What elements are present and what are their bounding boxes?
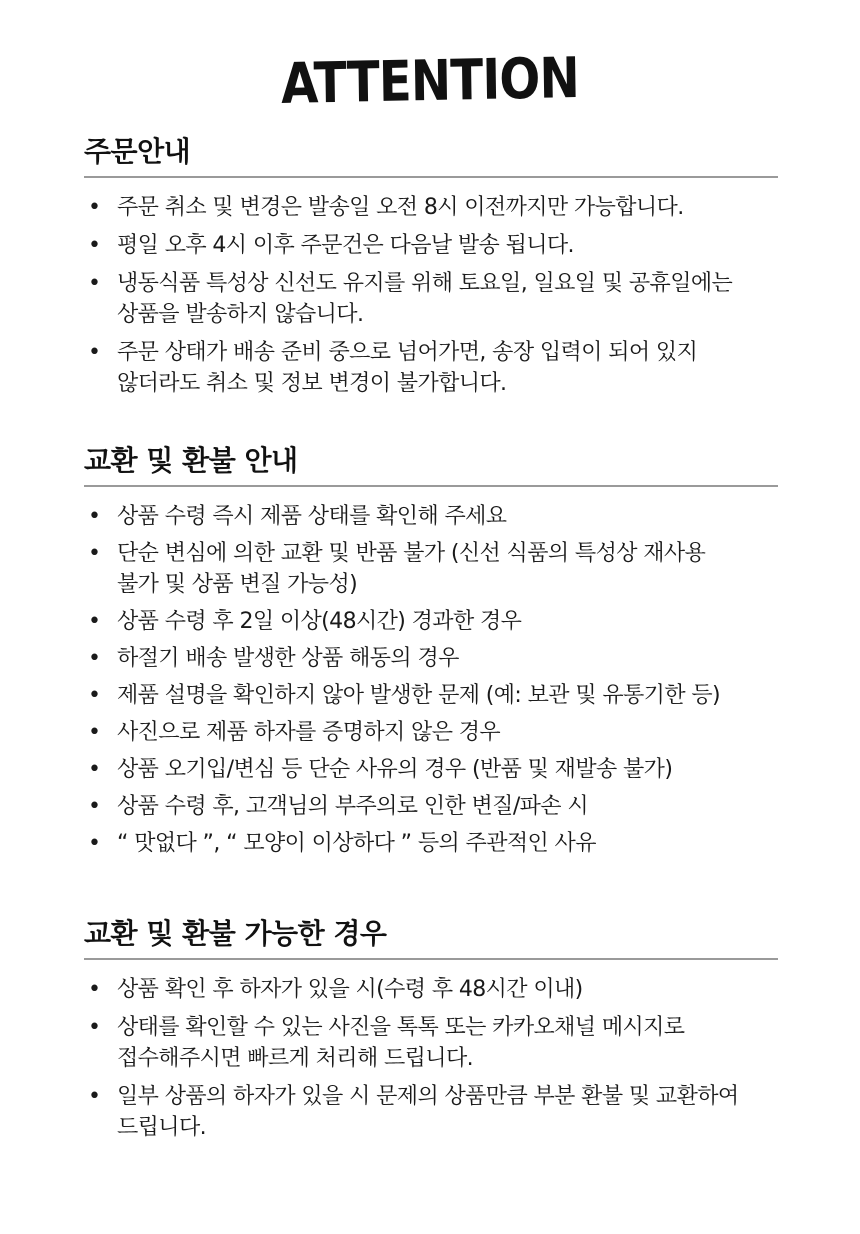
- section-title: 교환 및 환불 가능한 경우: [84, 916, 778, 960]
- item-text: 드립니다.: [117, 1115, 207, 1140]
- list-item: [84, 791, 778, 822]
- list-item: [84, 337, 778, 399]
- list-item: [84, 754, 778, 785]
- bullet-icon: •: [88, 794, 101, 819]
- item-text: 평일 오후 4시 이후 주문건은 다음날 발송 됩니다.: [117, 233, 574, 258]
- bullet-icon: •: [88, 831, 101, 856]
- list-item: [84, 643, 778, 674]
- item-text: 불가 및 상품 변질 가능성): [117, 572, 358, 597]
- bullet-icon: •: [88, 233, 101, 258]
- list-item: [84, 606, 778, 637]
- bullet-icon: •: [88, 504, 101, 529]
- bullet-icon: •: [88, 757, 101, 782]
- list-item: [84, 501, 778, 532]
- bullet-icon: •: [88, 1084, 101, 1109]
- item-text: 않더라도 취소 및 정보 변경이 불가합니다.: [117, 371, 507, 396]
- item-text: 일부 상품의 하자가 있을 시 문제의 상품만큼 부분 환불 및 교환하여: [117, 1084, 739, 1109]
- item-text: 상품 수령 즉시 제품 상태를 확인해 주세요: [117, 504, 507, 529]
- bullet-list: [84, 501, 778, 859]
- list-item: [84, 974, 778, 1005]
- item-text: “ 맛없다 ”, “ 모양이 이상하다 ” 등의 주관적인 사유: [117, 831, 596, 856]
- bullet-icon: •: [88, 271, 101, 296]
- item-text: 냉동식품 특성상 신선도 유지를 위해 토요일, 일요일 및 공휴일에는: [117, 271, 733, 296]
- section-title: 주문안내: [84, 134, 778, 178]
- list-item: [84, 717, 778, 748]
- exchange-refund-eligible-section: [84, 916, 778, 1150]
- item-text: 접수해주시면 빠르게 처리해 드립니다.: [117, 1046, 474, 1071]
- page-title: ATTENTION: [280, 45, 580, 118]
- item-text: 주문 취소 및 변경은 발송일 오전 8시 이전까지만 가능합니다.: [117, 195, 684, 220]
- item-text: 단순 변심에 의한 교환 및 반품 불가 (신선 식품의 특성상 재사용: [117, 541, 706, 566]
- bullet-icon: •: [88, 683, 101, 708]
- item-text: 하절기 배송 발생한 상품 해동의 경우: [117, 646, 459, 671]
- list-item: [84, 1081, 778, 1143]
- list-item: [84, 680, 778, 711]
- bullet-icon: •: [88, 340, 101, 365]
- bullet-icon: •: [88, 609, 101, 634]
- item-text: 상품을 발송하지 않습니다.: [117, 302, 364, 327]
- bullet-icon: •: [88, 195, 101, 220]
- exchange-refund-info-section: [84, 443, 778, 865]
- list-item: [84, 268, 778, 330]
- section-title: 교환 및 환불 안내: [84, 443, 778, 487]
- item-text: 제품 설명을 확인하지 않아 발생한 문제 (예: 보관 및 유통기한 등): [117, 683, 721, 708]
- bullet-list: [84, 192, 778, 399]
- list-item: [84, 1012, 778, 1074]
- item-text: 상품 확인 후 하자가 있을 시(수령 후 48시간 이내): [117, 977, 583, 1002]
- item-text: 상품 수령 후 2일 이상(48시간) 경과한 경우: [117, 609, 522, 634]
- list-item: [84, 538, 778, 600]
- bullet-icon: •: [88, 1015, 101, 1040]
- item-text: 상품 수령 후, 고객님의 부주의로 인한 변질/파손 시: [117, 794, 588, 819]
- bullet-list: [84, 974, 778, 1143]
- item-text: 상품 오기입/변심 등 단순 사유의 경우 (반품 및 재발송 불가): [117, 757, 673, 782]
- order-info-section: [84, 134, 778, 406]
- list-item: [84, 828, 778, 859]
- list-item: [84, 230, 778, 261]
- item-text: 주문 상태가 배송 준비 중으로 넘어가면, 송장 입력이 되어 있지: [117, 340, 698, 365]
- bullet-icon: •: [88, 977, 101, 1002]
- item-text: 사진으로 제품 하자를 증명하지 않은 경우: [117, 720, 501, 745]
- bullet-icon: •: [88, 720, 101, 745]
- list-item: [84, 192, 778, 223]
- bullet-icon: •: [88, 541, 101, 566]
- bullet-icon: •: [88, 646, 101, 671]
- item-text: 상태를 확인할 수 있는 사진을 톡톡 또는 카카오채널 메시지로: [117, 1015, 685, 1040]
